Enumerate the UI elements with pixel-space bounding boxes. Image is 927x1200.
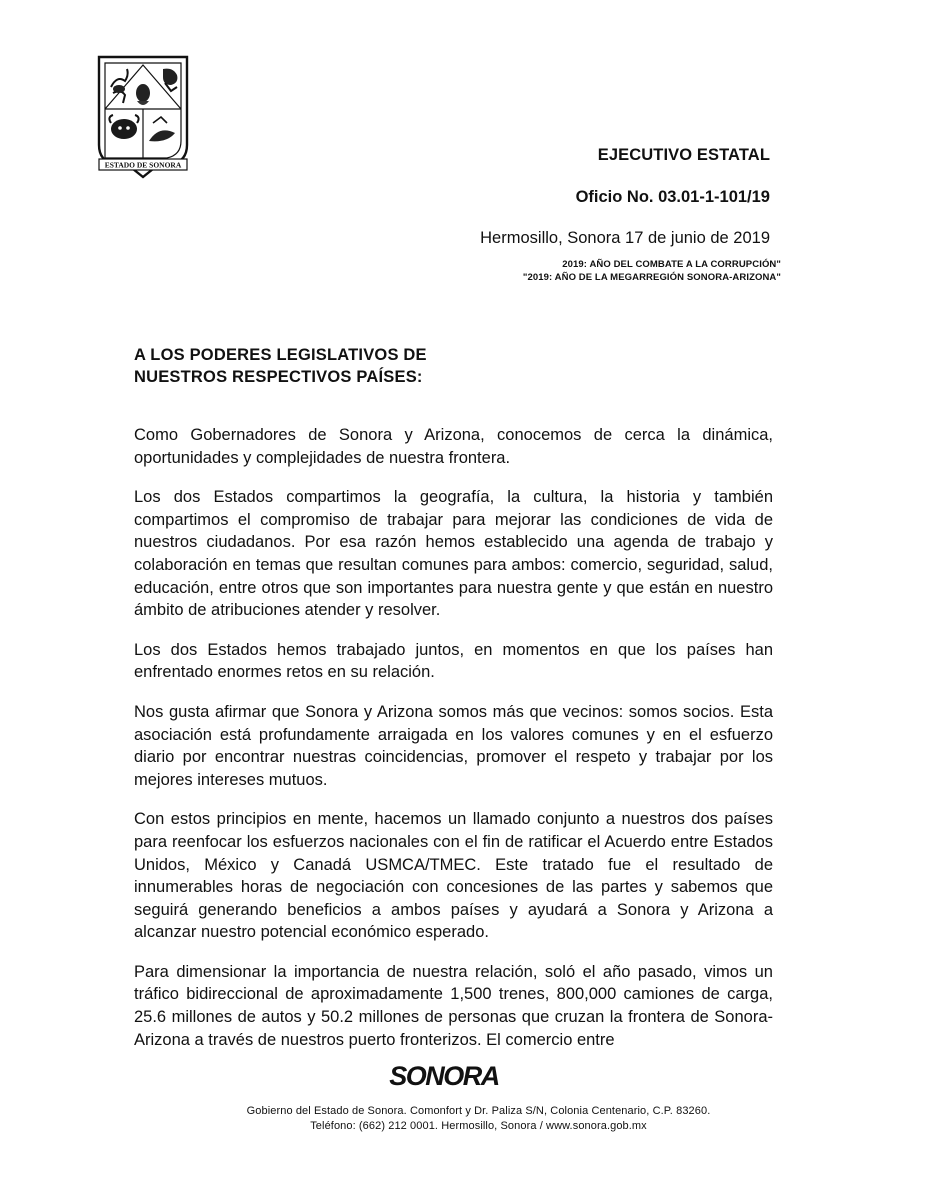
footer-address xyxy=(0,1104,927,1134)
letter-body xyxy=(134,424,773,1068)
addressee-line: NUESTROS RESPECTIVOS PAÍSES: xyxy=(134,368,423,386)
state-seal-emblem xyxy=(93,53,193,181)
paragraph: Los dos Estados hemos trabajado juntos, en momentos en que los países han enfrentado enormes retos en su relación. xyxy=(134,640,773,682)
contact-line: Teléfono: (662) 212 0001. Hermosillo, Sonora / www.sonora.gob.mx xyxy=(310,1120,647,1132)
issuing-office: EJECUTIVO ESTATAL xyxy=(597,146,770,164)
addressee-line: A LOS PODERES LEGISLATIVOS DE xyxy=(134,346,427,364)
sonora-logo xyxy=(384,1057,504,1093)
document-number: Oficio No. 03.01-1-101/19 xyxy=(575,188,770,206)
address-line: Gobierno del Estado de Sonora. Comonfort y Dr. Paliza S/N, Colonia Centenario, C.P. 83260. xyxy=(246,1105,711,1117)
addressee xyxy=(134,344,427,388)
year-mottos xyxy=(523,258,781,284)
letterhead-info xyxy=(480,146,770,248)
motto-line: "2019: AÑO DE LA MEGARREGIÓN SONORA-ARIZONA" xyxy=(522,272,781,283)
paragraph: Los dos Estados compartimos la geografía, la cultura, la historia y también compartimos el compromiso de trabajar para mejorar las condiciones de vida de nuestros ciudadanos. Por esa razón hemos establecido una agenda de trabajo y colaboración en temas que resultan comunes para ambos: comercio, seguridad, salud, educación, entre otros que son importantes para nuestra gente y que están en nuestro ámbito de atribuciones atender y resolver. xyxy=(134,488,773,620)
paragraph: Para dimensionar la importancia de nuestra relación, soló el año pasado, vimos un tráfico bidireccional de aproximadamente 1,500 trenes, 800,000 camiones de carga, 25.6 millones de autos y 50.2 millones de personas que cruzan la frontera de Sonora-Arizona a través de nuestros puerto fronterizos. El comercio entre xyxy=(134,962,773,1049)
svg-text:ESTADO DE SONORA: ESTADO DE SONORA xyxy=(104,160,182,170)
place-and-date: Hermosillo, Sonora 17 de junio de 2019 xyxy=(480,229,770,247)
motto-line: 2019: AÑO DEL COMBATE A LA CORRUPCIÓN" xyxy=(562,259,781,270)
paragraph: Nos gusta afirmar que Sonora y Arizona somos más que vecinos: somos socios. Esta asociación está profundamente arraigada en los valores comunes y en el esfuerzo diario por encontrar nuestras coincidencias, promover el respeto y trabajar por los mejores intereses mutuos. xyxy=(134,702,773,789)
paragraph: Como Gobernadores de Sonora y Arizona, conocemos de cerca la dinámica, oportunidades y complejidades de nuestra frontera. xyxy=(134,426,773,467)
svg-text:SONORA: SONORA xyxy=(389,1061,499,1091)
paragraph: Con estos principios en mente, hacemos un llamado conjunto a nuestros dos países para reenfocar los esfuerzos nacionales con el fin de ratificar el Acuerdo entre Estados Unidos, México y Canadá USMCA/TMEC. Este tratado fue el resultado de innumerables horas de negociación con concesiones de las partes y sabemos que seguirá generando beneficios a ambos países y ayudará a Sonora y Arizona a alcanzar nuestro potencial económico esperado. xyxy=(134,810,773,942)
